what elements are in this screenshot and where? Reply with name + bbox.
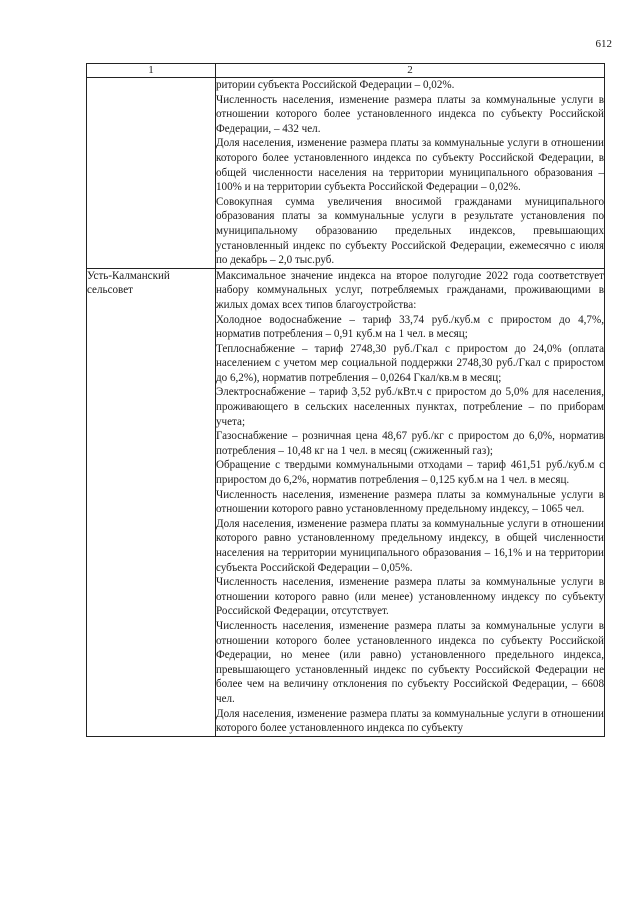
paragraph: Доля населения, изменение размера платы за коммунальные услуги в отношении которого более установленного индекса по субъекту Российской Федерации, в общей численности населения на территории муниципального образования – 100% и на территории субъекта Российской Федерации – 0,02%. — [216, 137, 604, 194]
paragraph: Теплоснабжение – тариф 2748,30 руб./Гкал с приростом до 24,0% (оплата населением с учетом мер социальной поддержки 2748,30 руб./Гкал с приростом до 6,2%), норматив потребления – 0,0264 Гкал/кв.м в месяц; — [216, 342, 604, 384]
table-header-row — [87, 64, 605, 78]
paragraph: Численность населения, изменение размера платы за коммунальные услуги в отношении которого равно (или менее) установленному индексу по субъекту Российской Федерации, отсутствует. — [216, 576, 604, 618]
paragraph: Численность населения, изменение размера платы за коммунальные услуги в отношении которого более установленного индекса по субъекту Российской Федерации, но менее (или равно) установленного предельного индекса, превышающего установленный индекс по субъекту Российской Федерации не более чем на величину отклонения по субъекту Российской Федерации, – 6608 чел. — [216, 619, 604, 705]
paragraph: Холодное водоснабжение – тариф 33,74 руб./куб.м с приростом до 4,7%, норматив потребления – 0,91 куб.м на 1 чел. в месяц; — [216, 313, 604, 341]
paragraph: Численность населения, изменение размера платы за коммунальные услуги в отношении которого равно установленному предельному индексу, – 1065 чел. — [216, 488, 604, 516]
description-cell — [216, 268, 605, 736]
document-table — [86, 63, 605, 737]
description-cell — [216, 78, 605, 269]
paragraph: Обращение с твердыми коммунальными отходами – тариф 461,51 руб./куб.м с приростом до 6,2%, норматив потребления – 0,125 куб.м на 1 чел. в месяц. — [216, 459, 604, 487]
column-header-1: 1 — [87, 64, 216, 78]
municipality-name-line: Усть-Калманский — [87, 269, 170, 282]
paragraph: Доля населения, изменение размера платы за коммунальные услуги в отношении которого более установленного индекса по субъекту — [216, 707, 604, 735]
paragraph: Максимальное значение индекса на второе полугодие 2022 года соответствует набору коммунальных услуг, потребляемых гражданами, проживающими в жилых домах всех типов благоустройства: — [216, 269, 604, 311]
column-header-2: 2 — [216, 64, 605, 78]
municipality-name-line: сельсовет — [87, 284, 133, 297]
paragraph: Газоснабжение – розничная цена 48,67 руб./кг с приростом до 6,0%, норматив потребления – 10,48 кг на 1 чел. в месяц (сжиженный газ); — [216, 430, 604, 457]
page-number: 612 — [595, 38, 612, 50]
paragraph: Совокупная сумма увеличения вносимой гражданами муниципального образования платы за коммунальные услуги в результате установления по муниципальному образованию предельных индексов, превышающих установленный индекс по субъекту Российской Федерации, ежемесячно с июля по декабрь – 2,0 тыс.руб. — [216, 195, 604, 267]
municipality-cell — [87, 78, 216, 269]
paragraph: ритории субъекта Российской Федерации – 0,02%. — [216, 79, 455, 91]
paragraph: Доля населения, изменение размера платы за коммунальные услуги в отношении которого равно установленному предельному индексу, в общей численности населения на территории муниципального образования – 16,1% и на территории субъекта Российской Федерации – 0,05%. — [216, 517, 604, 574]
paragraph: Электроснабжение – тариф 3,52 руб./кВт.ч с приростом до 5,0% для населения, проживающего в сельских населенных пунктах, потребление – по приборам учета; — [216, 386, 604, 428]
paragraph: Численность населения, изменение размера платы за коммунальные услуги в отношении которого более установленного индекса по субъекту Российской Федерации, – 432 чел. — [216, 93, 604, 135]
table-row — [87, 268, 605, 736]
table-row — [87, 78, 605, 269]
municipality-cell — [87, 268, 216, 736]
